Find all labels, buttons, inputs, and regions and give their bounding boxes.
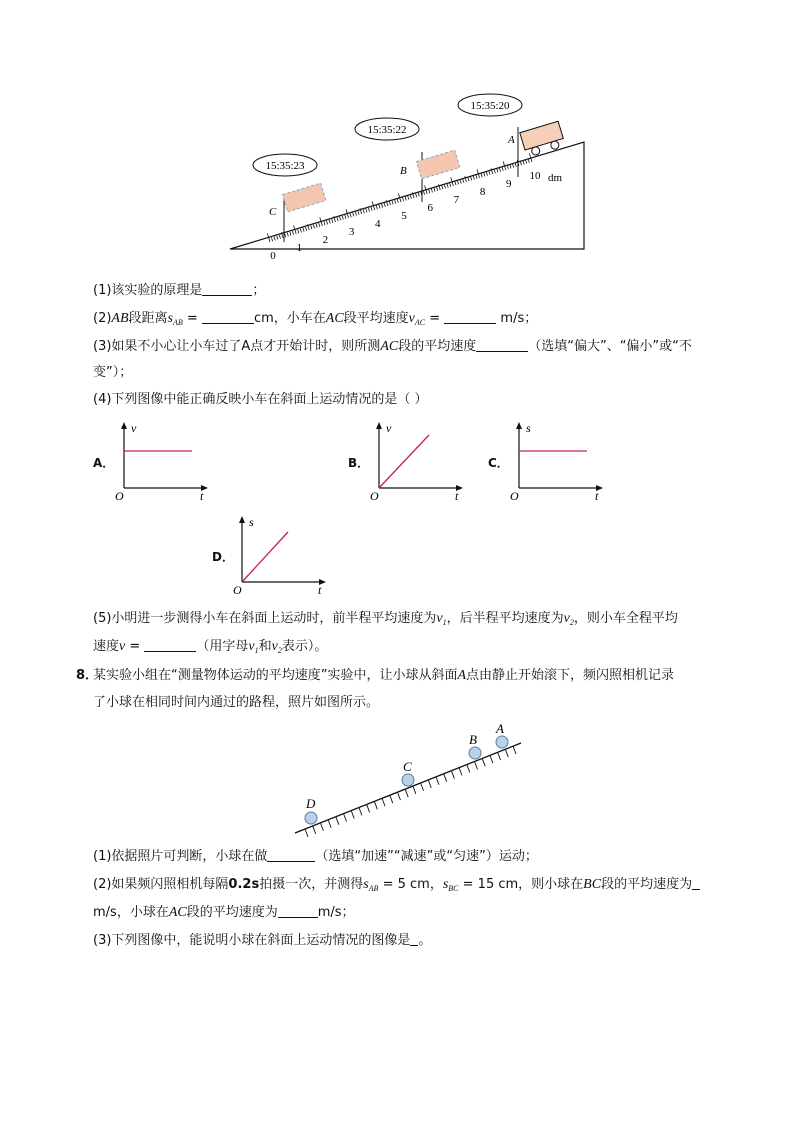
ball-incline-figure	[285, 718, 535, 840]
answer-blank[interactable]	[202, 282, 252, 296]
ruler-tick	[379, 205, 380, 209]
x-axis-label: t	[318, 583, 322, 596]
ruler-tick	[337, 217, 338, 221]
ruler-tick	[429, 189, 430, 193]
point-c-label: C	[269, 206, 277, 218]
ruler-tick	[363, 209, 364, 213]
q7-part5: (5)小明进一步测得小车在斜面上运动时，前半程平均速度为$v_1$，后半程平均速度为$v_2$，则小车全程平均	[93, 611, 678, 627]
option-a-label[interactable]: A．	[93, 456, 115, 470]
q8-part1: (1)依据照片可判断，小球在做 （选填“加速”“减速”或“匀速”）运动；	[93, 849, 538, 864]
ruler-tick	[444, 185, 445, 189]
ruler-number: 5	[401, 210, 407, 222]
ruler-tick	[384, 203, 385, 207]
ruler-tick	[489, 171, 490, 175]
ruler-tick	[512, 164, 513, 168]
ruler-tick	[353, 213, 354, 217]
q8-part2-cont: m/s，小球在AC段的平均速度为 m/s；	[93, 905, 355, 920]
ruler-tick	[287, 233, 288, 237]
ruler-number: 1	[296, 242, 302, 254]
ruler-tick	[303, 228, 304, 232]
ruler-tick	[366, 209, 367, 213]
ruler-tick	[410, 195, 411, 199]
clock-a-time: 15:35:20	[470, 100, 510, 112]
answer-blank[interactable]	[202, 310, 254, 324]
incline-hatch	[505, 749, 508, 757]
ruler-tick	[437, 187, 438, 191]
incline-hatch	[474, 761, 477, 769]
ruler-tick	[326, 221, 327, 225]
ruler-tick	[340, 217, 341, 221]
ruler-tick	[431, 189, 432, 193]
ruler-tick	[319, 223, 320, 227]
option-a-graph[interactable]	[112, 420, 212, 502]
ruler-tick	[395, 200, 396, 204]
ball-d-label: D	[306, 796, 316, 811]
ruler-tick	[457, 181, 458, 185]
option-c-graph[interactable]	[507, 420, 607, 502]
ruler-tick	[316, 224, 317, 228]
ruler-tick	[434, 188, 435, 192]
q7-part1: (1)该实验的原理是 ；	[93, 283, 266, 298]
ruler-tick	[499, 168, 500, 172]
y-axis-label: v	[131, 421, 137, 435]
incline-hatch	[351, 811, 354, 819]
answer-blank[interactable]	[476, 338, 528, 352]
q7-part3-cont: 变”）；	[93, 365, 133, 380]
answer-blank[interactable]	[267, 848, 315, 862]
ruler-tick	[306, 227, 307, 231]
y-axis-label: s	[526, 421, 531, 435]
incline-hatch	[421, 783, 424, 791]
ruler-number: 9	[506, 178, 512, 190]
option-d-label[interactable]: D．	[212, 550, 234, 564]
answer-blank[interactable]	[692, 876, 700, 890]
ruler-tick	[473, 176, 474, 180]
ruler-tick	[507, 165, 508, 169]
ruler-tick	[350, 213, 351, 217]
q7-part5-cont: 速度v = （用字母$v_1$和$v_2$表示）。	[93, 639, 328, 655]
ruler-tick	[494, 169, 495, 173]
incline-hatch	[459, 768, 462, 776]
option-b-label[interactable]: B．	[348, 456, 370, 470]
question-8-number: 8．	[76, 668, 99, 683]
ruler-number: 7	[453, 194, 460, 206]
origin-label: O	[115, 489, 124, 502]
y-axis-label: v	[386, 421, 392, 435]
q7-part2: (2)AB段距离$s_{AB}$ = cm，小车在AC段平均速度$v_{AC} = m/s$；	[93, 311, 538, 327]
ruler-tick	[463, 179, 464, 183]
ruler-tick	[460, 180, 461, 184]
clock-b-time: 15:35:22	[367, 124, 407, 136]
ruler-tick	[271, 237, 272, 241]
answer-blank[interactable]	[144, 638, 196, 652]
ruler-tick	[389, 201, 390, 205]
incline-hatch	[382, 798, 385, 806]
ruler-tick	[324, 221, 325, 225]
ruler-tick	[418, 193, 419, 197]
ruler-tick	[497, 169, 498, 173]
ruler-tick	[292, 231, 293, 235]
incline-ruler-figure	[222, 92, 592, 272]
ruler-tick	[274, 237, 275, 241]
incline-hatch	[428, 780, 431, 788]
option-d-graph[interactable]	[230, 514, 330, 596]
ruler-tick	[376, 205, 377, 209]
ruler-tick	[515, 163, 516, 167]
ruler-tick	[355, 212, 356, 216]
incline-hatch	[313, 826, 316, 834]
q7-part4: (4)下列图像中能正确反映小车在斜面上运动情况的是（ ）	[93, 392, 428, 407]
ruler-number: 6	[427, 202, 433, 214]
option-b-graph[interactable]	[367, 420, 467, 502]
ruler-tick	[528, 159, 529, 163]
ruler-tick	[450, 183, 451, 187]
ruler-tick	[332, 219, 333, 223]
ruler-tick	[520, 161, 521, 165]
ruler-tick	[290, 232, 291, 236]
incline-hatch	[305, 829, 308, 837]
ruler-tick	[502, 167, 503, 171]
ruler-tick	[486, 172, 487, 176]
incline-hatch	[397, 792, 400, 800]
ruler-tick	[392, 201, 393, 205]
ruler-tick	[510, 165, 511, 169]
x-axis-label: t	[595, 489, 599, 502]
ruler-tick	[358, 211, 359, 215]
ruler-tick	[329, 220, 330, 224]
ball-a-label: A	[496, 721, 504, 736]
ruler-tick	[523, 161, 524, 165]
ruler-tick	[300, 229, 301, 233]
ruler-tick	[397, 199, 398, 203]
ruler-unit: dm	[548, 172, 563, 184]
q7-part3: (3)如果不小心让小车过了A点才开始计时，则所测AC段的平均速度 （选填“偏大”、“偏小”或“不	[93, 339, 692, 354]
ruler-tick	[416, 193, 417, 197]
point-b-label: B	[400, 165, 407, 177]
ruler-tick	[313, 225, 314, 229]
clock-c-time: 15:35:23	[265, 160, 305, 172]
answer-blank[interactable]	[444, 310, 496, 324]
y-axis-label: s	[249, 515, 254, 529]
ruler-tick	[285, 233, 286, 237]
ruler-tick	[476, 175, 477, 179]
ruler-number: 10	[529, 170, 541, 182]
q8-part3: (3)下列图像中，能说明小球在斜面上运动情况的图像是 。	[93, 933, 432, 948]
ruler-tick	[381, 204, 382, 208]
ruler-tick	[368, 208, 369, 212]
incline-hatch	[490, 755, 493, 763]
incline-hatch	[413, 786, 416, 794]
incline-hatch	[320, 823, 323, 831]
ruler-number: 2	[322, 234, 329, 246]
ruler-tick	[342, 216, 343, 220]
ruler-tick	[311, 225, 312, 229]
incline-hatch	[374, 801, 377, 809]
x-axis-label: t	[200, 489, 204, 502]
ball-b-label: B	[469, 732, 477, 747]
ruler-number: 4	[375, 218, 381, 230]
q8-intro-cont: 了小球在相同时间内通过的路程，照片如图所示。	[93, 695, 380, 710]
ruler-tick	[345, 215, 346, 219]
ruler-tick	[279, 235, 280, 239]
incline-hatch	[436, 777, 439, 785]
ball-c-label: C	[403, 759, 412, 774]
incline-hatch	[513, 746, 516, 754]
ruler-tick	[455, 181, 456, 185]
q8-part2: (2)如果频闪照相机每隔0.2s拍摄一次，并测得$s_{AB} = 5$ cm，$s_{BC} = 15$ cm，则小球在BC段的平均速度为	[93, 876, 700, 898]
incline-hatch	[344, 814, 347, 822]
answer-blank[interactable]	[278, 904, 318, 918]
incline-hatch	[482, 758, 485, 766]
incline-hatch	[367, 804, 370, 812]
ruler-tick	[423, 191, 424, 195]
ruler-number: 0	[270, 250, 276, 262]
origin-label: O	[510, 489, 519, 502]
ruler-tick	[408, 196, 409, 200]
incline-hatch	[359, 807, 362, 815]
ruler-number: 8	[479, 186, 486, 198]
incline-hatch	[498, 752, 501, 760]
ruler-tick	[471, 177, 472, 181]
x-axis-label: t	[455, 489, 459, 502]
origin-label: O	[370, 489, 379, 502]
ruler-tick	[484, 173, 485, 177]
incline-hatch	[390, 795, 393, 803]
incline-hatch	[405, 789, 408, 797]
incline-hatch	[336, 817, 339, 825]
ruler-tick	[447, 184, 448, 188]
incline-hatch	[328, 820, 331, 828]
ruler-tick	[442, 185, 443, 189]
incline-hatch	[467, 764, 470, 772]
ruler-tick	[526, 160, 527, 164]
point-a-label: A	[508, 134, 515, 146]
option-c-label[interactable]: C．	[488, 456, 509, 470]
ruler-tick	[468, 177, 469, 181]
ruler-tick	[298, 229, 299, 233]
ruler-tick	[402, 197, 403, 201]
ruler-tick	[405, 197, 406, 201]
origin-label: O	[233, 583, 242, 596]
q8-intro: 某实验小组在“测量物体运动的平均速度”实验中，让小球从斜面A点由静止开始滚下，频闪照相机记录	[93, 668, 675, 683]
ruler-tick	[371, 207, 372, 211]
ruler-number: 3	[348, 226, 355, 238]
incline-hatch	[444, 774, 447, 782]
ruler-tick	[481, 173, 482, 177]
ruler-tick	[277, 236, 278, 240]
incline-hatch	[451, 771, 454, 779]
